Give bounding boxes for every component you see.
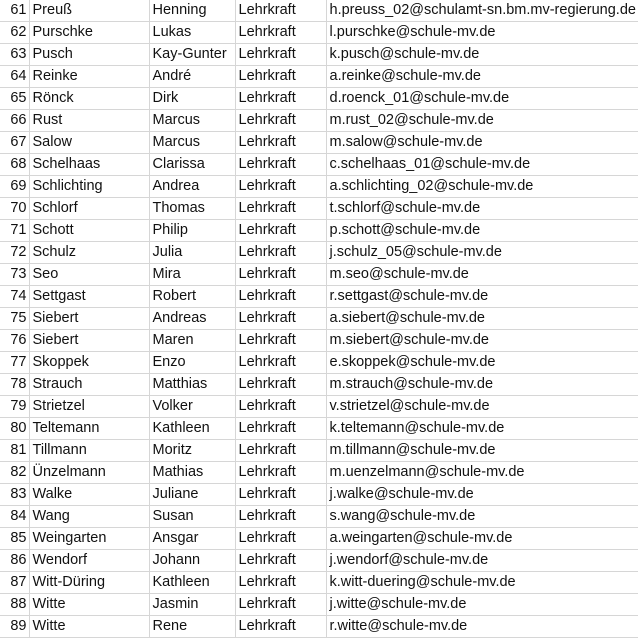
first-name-cell[interactable]: Ansgar <box>149 528 235 550</box>
first-name-cell[interactable]: Clarissa <box>149 154 235 176</box>
table-row <box>0 176 638 198</box>
email-cell[interactable]: r.settgast@schule-mv.de <box>326 286 638 308</box>
row-number-cell[interactable]: 77 <box>0 352 29 374</box>
table-row <box>0 242 638 264</box>
row-number-cell[interactable]: 64 <box>0 66 29 88</box>
row-number-cell[interactable]: 70 <box>0 198 29 220</box>
row-number-cell[interactable]: 89 <box>0 616 29 638</box>
first-name-cell[interactable]: Susan <box>149 506 235 528</box>
first-name-cell[interactable]: Johann <box>149 550 235 572</box>
last-name-cell[interactable]: Schulz <box>29 242 149 264</box>
row-number-cell[interactable]: 73 <box>0 264 29 286</box>
table-row <box>0 330 638 352</box>
last-name-cell[interactable]: Schott <box>29 220 149 242</box>
role-cell[interactable]: Lehrkraft <box>235 352 326 374</box>
table-row <box>0 550 638 572</box>
role-cell[interactable]: Lehrkraft <box>235 484 326 506</box>
last-name-cell[interactable]: Strauch <box>29 374 149 396</box>
role-cell[interactable]: Lehrkraft <box>235 616 326 638</box>
role-cell[interactable]: Lehrkraft <box>235 374 326 396</box>
row-number-cell[interactable]: 88 <box>0 594 29 616</box>
last-name-cell[interactable]: Siebert <box>29 308 149 330</box>
table-row <box>0 484 638 506</box>
table-row <box>0 374 638 396</box>
first-name-cell[interactable]: André <box>149 66 235 88</box>
role-cell[interactable]: Lehrkraft <box>235 528 326 550</box>
role-cell[interactable]: Lehrkraft <box>235 308 326 330</box>
row-number-cell[interactable]: 69 <box>0 176 29 198</box>
email-cell[interactable]: a.schlichting_02@schule-mv.de <box>326 176 638 198</box>
email-cell[interactable]: m.uenzelmann@schule-mv.de <box>326 462 638 484</box>
email-cell[interactable]: h.preuss_02@schulamt-sn.bm.mv-regierung.de <box>326 0 638 22</box>
table-row <box>0 286 638 308</box>
first-name-cell[interactable]: Andrea <box>149 176 235 198</box>
first-name-cell[interactable]: Mathias <box>149 462 235 484</box>
table-row <box>0 154 638 176</box>
email-cell[interactable]: r.witte@schule-mv.de <box>326 616 638 638</box>
table-row <box>0 440 638 462</box>
email-cell[interactable]: a.reinke@schule-mv.de <box>326 66 638 88</box>
table-row <box>0 352 638 374</box>
first-name-cell[interactable]: Maren <box>149 330 235 352</box>
role-cell[interactable]: Lehrkraft <box>235 418 326 440</box>
role-cell[interactable]: Lehrkraft <box>235 110 326 132</box>
row-number-cell[interactable]: 84 <box>0 506 29 528</box>
first-name-cell[interactable]: Marcus <box>149 110 235 132</box>
row-number-cell[interactable]: 75 <box>0 308 29 330</box>
table-row <box>0 66 638 88</box>
last-name-cell[interactable]: Pusch <box>29 44 149 66</box>
role-cell[interactable]: Lehrkraft <box>235 0 326 22</box>
email-cell[interactable]: k.witt-duering@schule-mv.de <box>326 572 638 594</box>
email-cell[interactable]: l.purschke@schule-mv.de <box>326 22 638 44</box>
first-name-cell[interactable]: Marcus <box>149 132 235 154</box>
row-number-cell[interactable]: 71 <box>0 220 29 242</box>
table-row <box>0 88 638 110</box>
first-name-cell[interactable]: Robert <box>149 286 235 308</box>
email-cell[interactable]: k.pusch@schule-mv.de <box>326 44 638 66</box>
row-number-cell[interactable]: 74 <box>0 286 29 308</box>
role-cell[interactable]: Lehrkraft <box>235 66 326 88</box>
last-name-cell[interactable]: Purschke <box>29 22 149 44</box>
role-cell[interactable]: Lehrkraft <box>235 88 326 110</box>
row-number-cell[interactable]: 66 <box>0 110 29 132</box>
email-cell[interactable]: s.wang@schule-mv.de <box>326 506 638 528</box>
row-number-cell[interactable]: 61 <box>0 0 29 22</box>
row-number-cell[interactable]: 87 <box>0 572 29 594</box>
role-cell[interactable]: Lehrkraft <box>235 154 326 176</box>
row-number-cell[interactable]: 76 <box>0 330 29 352</box>
table-row <box>0 396 638 418</box>
email-cell[interactable]: a.siebert@schule-mv.de <box>326 308 638 330</box>
first-name-cell[interactable]: Kathleen <box>149 418 235 440</box>
role-cell[interactable]: Lehrkraft <box>235 572 326 594</box>
row-number-cell[interactable]: 72 <box>0 242 29 264</box>
role-cell[interactable]: Lehrkraft <box>235 264 326 286</box>
email-cell[interactable]: e.skoppek@schule-mv.de <box>326 352 638 374</box>
last-name-cell[interactable]: Witt-Düring <box>29 572 149 594</box>
table-row <box>0 528 638 550</box>
email-cell[interactable]: j.schulz_05@schule-mv.de <box>326 242 638 264</box>
row-number-cell[interactable]: 62 <box>0 22 29 44</box>
role-cell[interactable]: Lehrkraft <box>235 462 326 484</box>
last-name-cell[interactable]: Skoppek <box>29 352 149 374</box>
role-cell[interactable]: Lehrkraft <box>235 286 326 308</box>
row-number-cell[interactable]: 83 <box>0 484 29 506</box>
last-name-cell[interactable]: Strietzel <box>29 396 149 418</box>
first-name-cell[interactable]: Moritz <box>149 440 235 462</box>
last-name-cell[interactable]: Ünzelmann <box>29 462 149 484</box>
email-cell[interactable]: d.roenck_01@schule-mv.de <box>326 88 638 110</box>
last-name-cell[interactable]: Tillmann <box>29 440 149 462</box>
email-cell[interactable]: v.strietzel@schule-mv.de <box>326 396 638 418</box>
last-name-cell[interactable]: Rust <box>29 110 149 132</box>
last-name-cell[interactable]: Wendorf <box>29 550 149 572</box>
email-cell[interactable]: m.rust_02@schule-mv.de <box>326 110 638 132</box>
role-cell[interactable]: Lehrkraft <box>235 22 326 44</box>
email-cell[interactable]: j.witte@schule-mv.de <box>326 594 638 616</box>
email-cell[interactable]: m.strauch@schule-mv.de <box>326 374 638 396</box>
email-cell[interactable]: m.tillmann@schule-mv.de <box>326 440 638 462</box>
first-name-cell[interactable]: Volker <box>149 396 235 418</box>
role-cell[interactable]: Lehrkraft <box>235 440 326 462</box>
table-row <box>0 506 638 528</box>
first-name-cell[interactable]: Rene <box>149 616 235 638</box>
last-name-cell[interactable]: Schelhaas <box>29 154 149 176</box>
first-name-cell[interactable]: Kay-Gunter <box>149 44 235 66</box>
last-name-cell[interactable]: Salow <box>29 132 149 154</box>
email-cell[interactable]: j.wendorf@schule-mv.de <box>326 550 638 572</box>
role-cell[interactable]: Lehrkraft <box>235 594 326 616</box>
role-cell[interactable]: Lehrkraft <box>235 330 326 352</box>
row-number-cell[interactable]: 79 <box>0 396 29 418</box>
table-row <box>0 616 638 638</box>
row-number-cell[interactable]: 85 <box>0 528 29 550</box>
first-name-cell[interactable]: Thomas <box>149 198 235 220</box>
table-row <box>0 264 638 286</box>
first-name-cell[interactable]: Andreas <box>149 308 235 330</box>
row-number-cell[interactable]: 67 <box>0 132 29 154</box>
role-cell[interactable]: Lehrkraft <box>235 242 326 264</box>
row-number-cell[interactable]: 68 <box>0 154 29 176</box>
email-cell[interactable]: a.weingarten@schule-mv.de <box>326 528 638 550</box>
first-name-cell[interactable]: Matthias <box>149 374 235 396</box>
email-cell[interactable]: c.schelhaas_01@schule-mv.de <box>326 154 638 176</box>
first-name-cell[interactable]: Juliane <box>149 484 235 506</box>
last-name-cell[interactable]: Settgast <box>29 286 149 308</box>
email-cell[interactable]: m.siebert@schule-mv.de <box>326 330 638 352</box>
first-name-cell[interactable]: Enzo <box>149 352 235 374</box>
table-row <box>0 220 638 242</box>
last-name-cell[interactable]: Teltemann <box>29 418 149 440</box>
row-number-cell[interactable]: 65 <box>0 88 29 110</box>
row-number-cell[interactable]: 80 <box>0 418 29 440</box>
last-name-cell[interactable]: Seo <box>29 264 149 286</box>
role-cell[interactable]: Lehrkraft <box>235 176 326 198</box>
table-row <box>0 418 638 440</box>
last-name-cell[interactable]: Walke <box>29 484 149 506</box>
email-cell[interactable]: p.schott@schule-mv.de <box>326 220 638 242</box>
table-row <box>0 572 638 594</box>
row-number-cell[interactable]: 81 <box>0 440 29 462</box>
email-cell[interactable]: j.walke@schule-mv.de <box>326 484 638 506</box>
role-cell[interactable]: Lehrkraft <box>235 550 326 572</box>
table-row <box>0 22 638 44</box>
first-name-cell[interactable]: Philip <box>149 220 235 242</box>
first-name-cell[interactable]: Mira <box>149 264 235 286</box>
first-name-cell[interactable]: Jasmin <box>149 594 235 616</box>
first-name-cell[interactable]: Lukas <box>149 22 235 44</box>
email-cell[interactable]: t.schlorf@schule-mv.de <box>326 198 638 220</box>
last-name-cell[interactable]: Siebert <box>29 330 149 352</box>
last-name-cell[interactable]: Rönck <box>29 88 149 110</box>
first-name-cell[interactable]: Kathleen <box>149 572 235 594</box>
first-name-cell[interactable]: Julia <box>149 242 235 264</box>
last-name-cell[interactable]: Witte <box>29 616 149 638</box>
last-name-cell[interactable]: Wang <box>29 506 149 528</box>
email-cell[interactable]: m.salow@schule-mv.de <box>326 132 638 154</box>
first-name-cell[interactable]: Henning <box>149 0 235 22</box>
last-name-cell[interactable]: Reinke <box>29 66 149 88</box>
row-number-cell[interactable]: 82 <box>0 462 29 484</box>
table-row <box>0 308 638 330</box>
table-row <box>0 462 638 484</box>
role-cell[interactable]: Lehrkraft <box>235 44 326 66</box>
role-cell[interactable]: Lehrkraft <box>235 198 326 220</box>
role-cell[interactable]: Lehrkraft <box>235 396 326 418</box>
table-row <box>0 594 638 616</box>
last-name-cell[interactable]: Witte <box>29 594 149 616</box>
role-cell[interactable]: Lehrkraft <box>235 132 326 154</box>
last-name-cell[interactable]: Preuß <box>29 0 149 22</box>
table-row <box>0 0 638 22</box>
row-number-cell[interactable]: 78 <box>0 374 29 396</box>
table-row <box>0 44 638 66</box>
role-cell[interactable]: Lehrkraft <box>235 220 326 242</box>
last-name-cell[interactable]: Weingarten <box>29 528 149 550</box>
row-number-cell[interactable]: 86 <box>0 550 29 572</box>
table-row <box>0 110 638 132</box>
row-number-cell[interactable]: 63 <box>0 44 29 66</box>
email-cell[interactable]: k.teltemann@schule-mv.de <box>326 418 638 440</box>
last-name-cell[interactable]: Schlichting <box>29 176 149 198</box>
table-row <box>0 132 638 154</box>
last-name-cell[interactable]: Schlorf <box>29 198 149 220</box>
table-row <box>0 198 638 220</box>
first-name-cell[interactable]: Dirk <box>149 88 235 110</box>
email-cell[interactable]: m.seo@schule-mv.de <box>326 264 638 286</box>
role-cell[interactable]: Lehrkraft <box>235 506 326 528</box>
